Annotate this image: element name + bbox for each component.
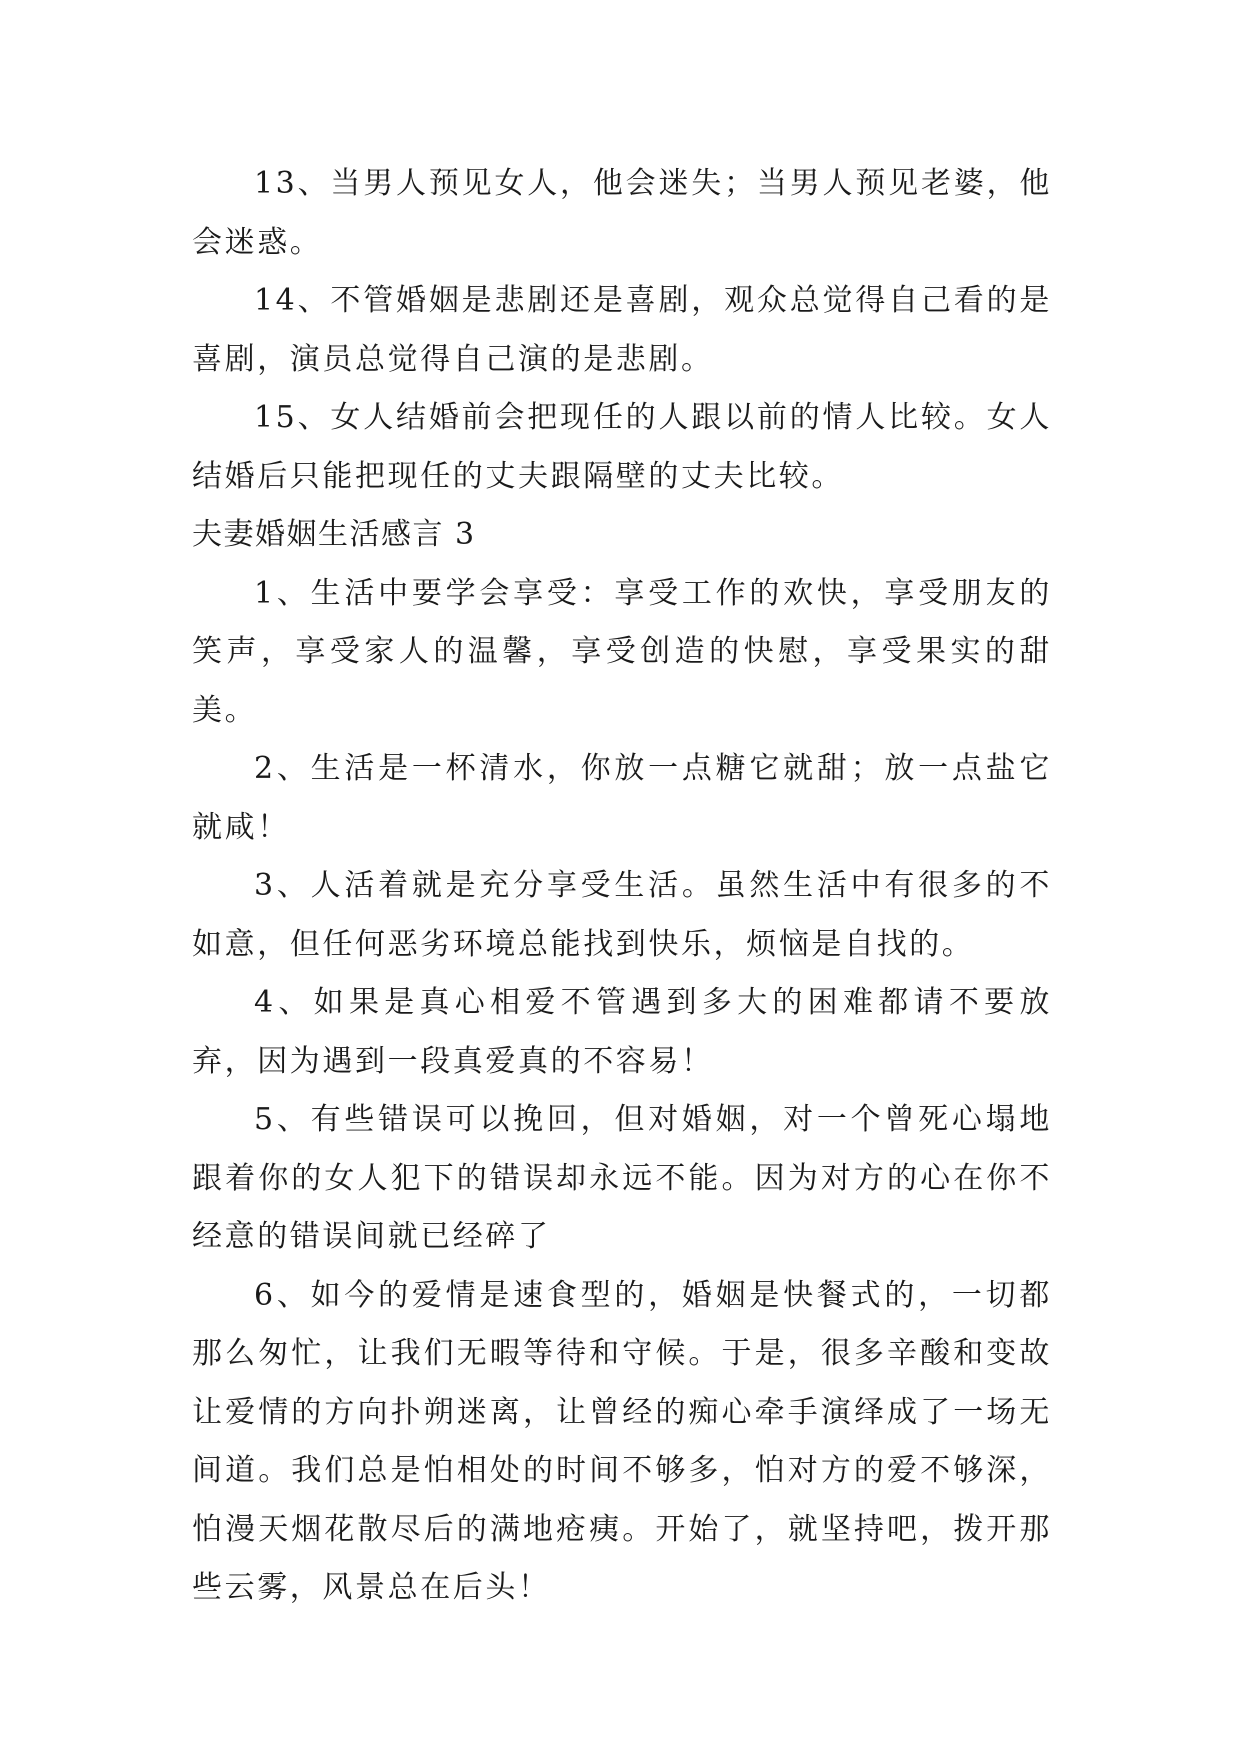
paragraph-13: 13、当男人预见女人，他会迷失；当男人预见老婆，他会迷惑。	[192, 166, 1052, 260]
paragraph-15: 15、女人结婚前会把现任的人跟以前的情人比较。女人结婚后只能把现任的丈夫跟隔壁的丈夫比较。	[192, 400, 1052, 494]
paragraph-2: 2、生活是一杯清水，你放一点糖它就甜；放一点盐它就咸！	[192, 751, 1052, 845]
paragraph-4: 4、如果是真心相爱不管遇到多大的困难都请不要放弃，因为遇到一段真爱真的不容易！	[192, 985, 1052, 1079]
document-body	[192, 155, 1052, 1618]
paragraph-1: 1、生活中要学会享受：享受工作的欢快，享受朋友的笑声，享受家人的温馨，享受创造的快慰，享受果实的甜美。	[192, 575, 1052, 728]
paragraph-14: 14、不管婚姻是悲剧还是喜剧，观众总觉得自己看的是喜剧，演员总觉得自己演的是悲剧。	[192, 283, 1052, 377]
paragraph-5: 5、有些错误可以挽回，但对婚姻，对一个曾死心塌地跟着你的女人犯下的错误却永远不能。因为对方的心在你不经意的错误间就已经碎了	[192, 1102, 1052, 1254]
section-heading: 夫妻婚姻生活感言 3	[192, 517, 476, 552]
paragraph-3: 3、人活着就是充分享受生活。虽然生活中有很多的不如意，但任何恶劣环境总能找到快乐，烦恼是自找的。	[192, 868, 1052, 962]
paragraph-6: 6、如今的爱情是速食型的，婚姻是快餐式的，一切都那么匆忙，让我们无暇等待和守候。于是，很多辛酸和变故让爱情的方向扑朔迷离，让曾经的痴心牵手演绎成了一场无间道。我们总是怕相处的时间不够多，怕对方的爱不够深，怕漫天烟花散尽后的满地疮痍。开始了，就坚持吧，拨开那些云雾，风景总在后头！	[192, 1277, 1052, 1605]
